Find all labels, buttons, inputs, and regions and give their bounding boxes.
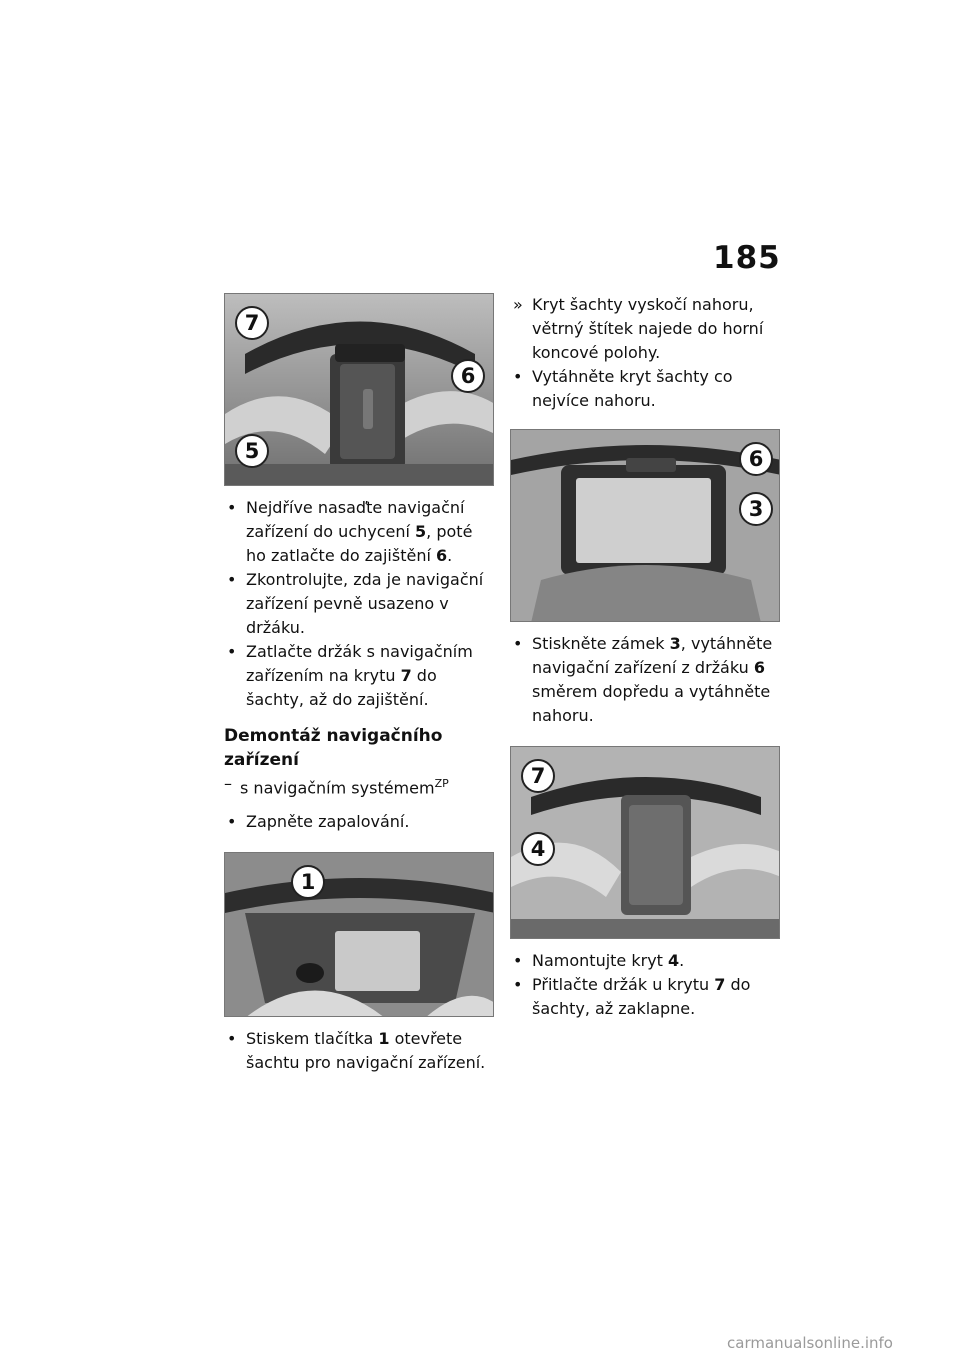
list-item: • Zatlačte držák s navigačním zařízením na krytu 7 do šachty, až do zajištění.	[227, 642, 473, 709]
callout-1: 1	[291, 865, 325, 899]
left-column	[224, 293, 494, 1075]
section-heading: Demontáž navigačního zařízení	[224, 726, 443, 770]
watermark: carmanualsonline.info	[727, 1334, 893, 1352]
list-item: • Stiskem tlačítka 1 otevřete šachtu pro navigační zařízení.	[227, 1029, 486, 1073]
result-list	[510, 293, 780, 413]
callout-6: 6	[451, 359, 485, 393]
list-item: • Vytáhněte kryt šachty co nejvíce nahoru.	[513, 367, 733, 410]
callout-7: 7	[521, 759, 555, 793]
list-item: » Kryt šachty vyskočí nahoru, větrný štítek najede do horní koncové polohy.	[513, 295, 764, 362]
callout-4: 4	[521, 832, 555, 866]
list-item: • Zkontrolujte, zda je navigační zařízení pevně usazeno v držáku.	[227, 570, 484, 637]
right-column	[510, 293, 780, 1021]
list-item: • Zapněte zapalování.	[227, 812, 410, 832]
list-item: • Stiskněte zámek 3, vytáhněte navigační zařízení z držáku 6 směrem dopředu a vytáhněte nahoru.	[513, 634, 773, 725]
list-item: • Namontujte kryt 4.	[513, 951, 685, 970]
callout-3: 3	[739, 492, 773, 526]
photo-dashboard-button	[225, 853, 494, 1017]
figure-holder-mount	[224, 293, 494, 486]
figure-dashboard-button	[224, 852, 494, 1017]
condition-line: – s navigačním systémem$^{ZP}$	[224, 774, 449, 798]
figure-device-lock	[510, 429, 780, 622]
steps-ignition	[224, 810, 494, 834]
page-number: 185	[713, 240, 781, 276]
callout-6: 6	[739, 442, 773, 476]
steps-open-shaft	[224, 1027, 494, 1075]
callout-7: 7	[235, 306, 269, 340]
figure-cover-mount	[510, 746, 780, 939]
steps-insert	[224, 496, 494, 712]
list-item: • Přitlačte držák u krytu 7 do šachty, až zaklapne.	[513, 975, 751, 1018]
steps-mount-cover	[510, 949, 780, 1021]
callout-5: 5	[235, 434, 269, 468]
steps-remove-device	[510, 632, 780, 728]
list-item: • Nejdříve nasaďte navigační zařízení do uchycení 5, poté ho zatlačte do zajištění 6.	[227, 498, 473, 565]
